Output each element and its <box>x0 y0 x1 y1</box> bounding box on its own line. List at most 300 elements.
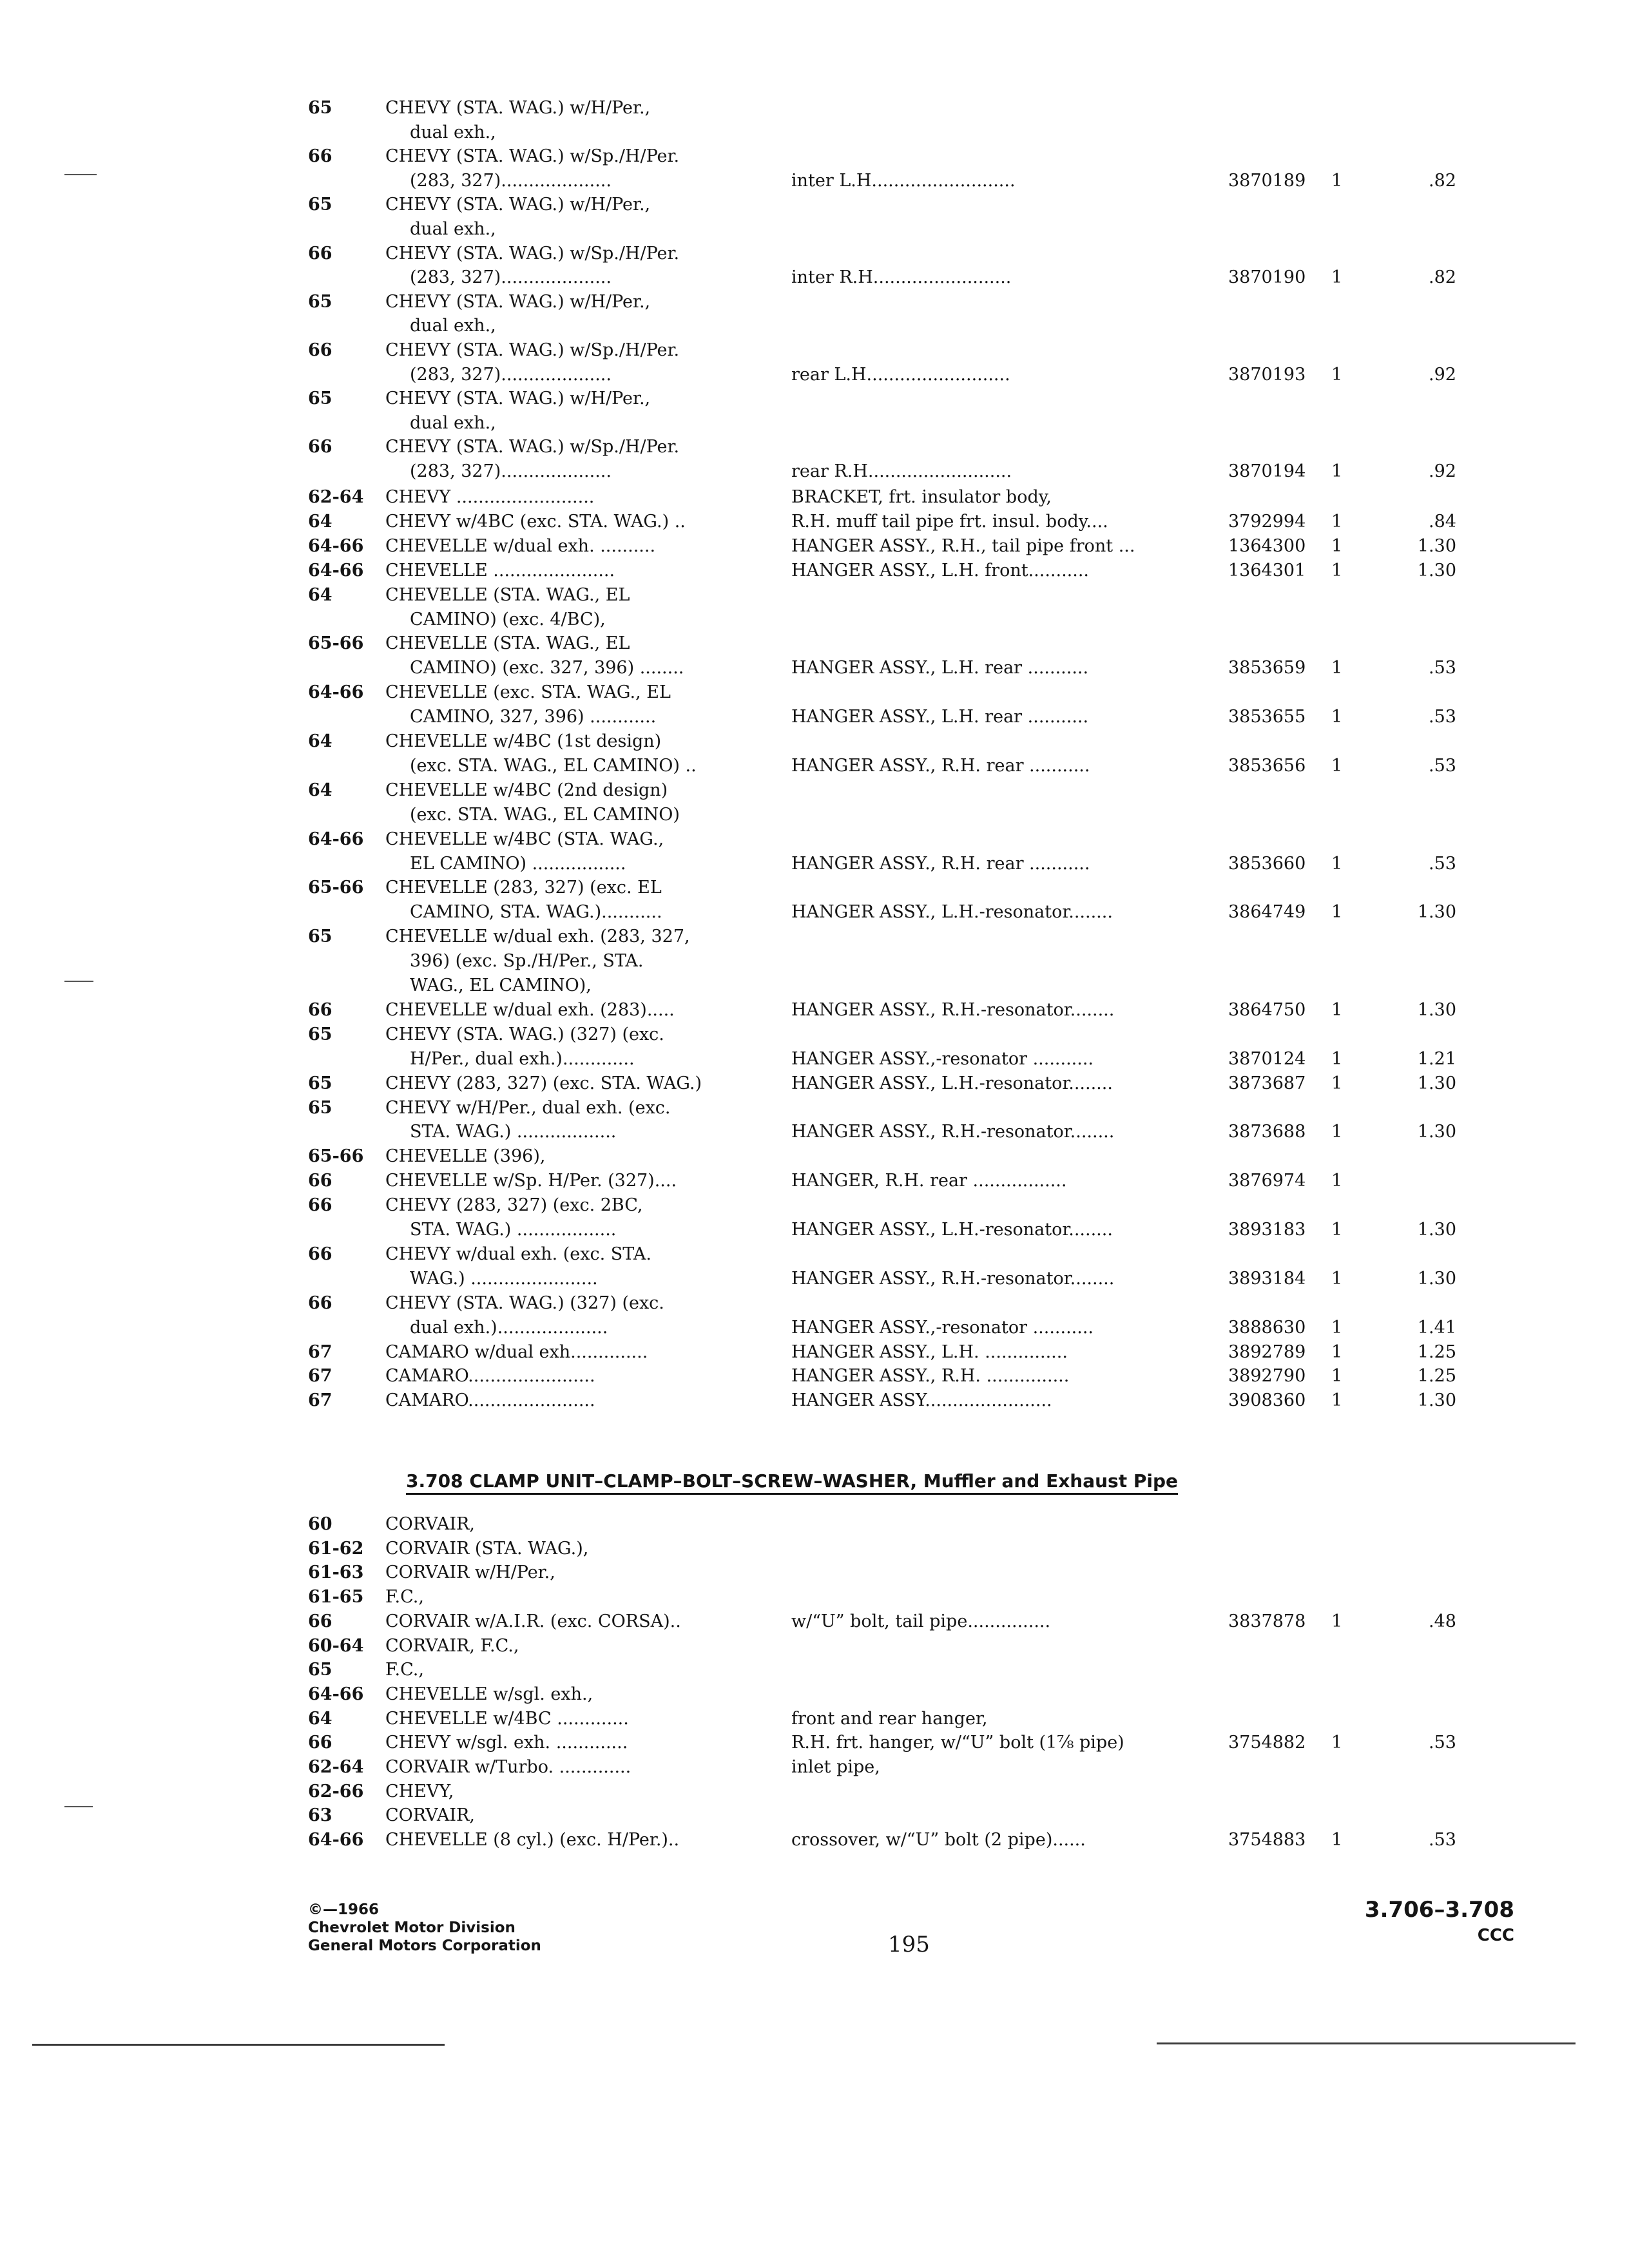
price: 1.30 <box>1417 1268 1456 1289</box>
catalog-row <box>0 97 1629 120</box>
price: 1.25 <box>1417 1366 1456 1387</box>
model-year: 60 <box>308 1514 333 1534</box>
scan-edge-line <box>32 2044 445 2046</box>
price: .53 <box>1429 755 1456 776</box>
model-description: dual exh., <box>410 316 496 336</box>
price: .53 <box>1429 1733 1456 1753</box>
quantity: 1 <box>1331 1830 1343 1850</box>
model-description: CHEVELLE (STA. WAG., EL <box>385 633 630 654</box>
margin-mark <box>64 981 93 982</box>
part-description: HANGER ASSY., R.H.-resonator........ <box>791 999 1115 1020</box>
part-number: 3754883 <box>1228 1830 1306 1850</box>
model-description: (283, 327).................... <box>410 267 612 288</box>
model-description: CHEVY (STA. WAG.) (327) (exc. <box>385 1024 664 1044</box>
model-year: 66 <box>308 243 333 264</box>
model-year: 62-64 <box>308 1757 364 1777</box>
model-description: (283, 327).................... <box>410 364 612 385</box>
part-description: HANGER ASSY., L.H. ............... <box>791 1341 1068 1362</box>
part-number: 3837878 <box>1228 1611 1306 1631</box>
quantity: 1 <box>1331 1733 1343 1753</box>
model-year: 66 <box>308 999 333 1020</box>
part-number: 3754882 <box>1228 1733 1306 1753</box>
model-description: CORVAIR, <box>385 1805 475 1826</box>
model-year: 61-65 <box>308 1587 364 1608</box>
catalog-row <box>0 559 1629 582</box>
price: 1.30 <box>1417 1073 1456 1093</box>
price: .53 <box>1429 1830 1456 1850</box>
catalog-row <box>0 1292 1629 1315</box>
model-year: 66 <box>308 1293 333 1313</box>
model-year: 64-66 <box>308 1684 364 1704</box>
catalog-row <box>0 974 1629 997</box>
quantity: 1 <box>1331 999 1343 1020</box>
catalog-row <box>0 339 1629 362</box>
model-description: WAG., EL CAMINO), <box>410 975 592 995</box>
model-year: 62-64 <box>308 487 364 507</box>
part-number: 3853655 <box>1228 707 1306 727</box>
part-description: inter L.H.......................... <box>791 170 1016 191</box>
catalog-row <box>0 657 1629 680</box>
part-number: 3853660 <box>1228 853 1306 874</box>
model-description: WAG.) ....................... <box>410 1268 598 1289</box>
part-number: 3888630 <box>1228 1317 1306 1338</box>
model-description: CAMINO) (exc. 4/BC), <box>410 609 606 629</box>
quantity: 1 <box>1331 1171 1343 1191</box>
publisher-block <box>308 1901 541 1955</box>
part-description: HANGER ASSY., R.H. ............... <box>791 1366 1070 1387</box>
model-year: 65 <box>308 195 333 215</box>
model-year: 65 <box>308 1024 333 1044</box>
model-description: CHEVY (STA. WAG.) w/Sp./H/Per. <box>385 437 680 457</box>
part-number: 1364300 <box>1228 535 1306 556</box>
price: 1.30 <box>1417 1390 1456 1411</box>
quantity: 1 <box>1331 1073 1343 1093</box>
model-description: F.C., <box>385 1660 424 1680</box>
quantity: 1 <box>1331 511 1343 532</box>
quantity: 1 <box>1331 1317 1343 1338</box>
part-description: crossover, w/“U” bolt (2 pipe)...... <box>791 1830 1086 1850</box>
part-description: HANGER ASSY., R.H. rear ........... <box>791 755 1090 776</box>
model-description: CAMINO) (exc. 327, 396) ........ <box>410 658 684 678</box>
model-description: CHEVELLE w/4BC (2nd design) <box>385 780 668 800</box>
model-description: CAMARO....................... <box>385 1366 595 1387</box>
part-description: inter R.H......................... <box>791 267 1012 288</box>
model-description: (exc. STA. WAG., EL CAMINO) <box>410 804 680 825</box>
catalog-row <box>0 1048 1629 1071</box>
model-description: dual exh., <box>410 122 496 142</box>
model-year: 64-66 <box>308 682 364 703</box>
model-description: STA. WAG.) .................. <box>410 1220 617 1240</box>
model-year: 67 <box>308 1390 333 1411</box>
part-description: R.H. frt. hanger, w/“U” bolt (1⅞ pipe) <box>791 1733 1124 1753</box>
model-description: CHEVELLE (396), <box>385 1146 546 1167</box>
catalog-row <box>0 121 1629 144</box>
price: 1.30 <box>1417 1122 1456 1142</box>
division-name: Chevrolet Motor Division <box>308 1919 516 1936</box>
catalog-row <box>0 1218 1629 1242</box>
part-number: 3870193 <box>1228 364 1306 385</box>
part-description: HANGER, R.H. rear ................. <box>791 1171 1067 1191</box>
quantity: 1 <box>1331 535 1343 556</box>
catalog-row <box>0 291 1629 314</box>
model-description: CAMARO....................... <box>385 1390 595 1411</box>
model-description: CHEVY (STA. WAG.) w/Sp./H/Per. <box>385 340 680 360</box>
model-description: CHEVELLE w/dual exh. (283)..... <box>385 999 675 1020</box>
part-description: HANGER ASSY.,-resonator ........... <box>791 1317 1094 1338</box>
model-year: 62-66 <box>308 1781 364 1802</box>
quantity: 1 <box>1331 902 1343 923</box>
catalog-row <box>0 169 1629 193</box>
catalog-row <box>0 1267 1629 1291</box>
model-year: 64 <box>308 584 333 605</box>
page-number: 195 <box>888 1932 930 1957</box>
catalog-row <box>0 1610 1629 1633</box>
catalog-row <box>0 193 1629 216</box>
part-number: 3892790 <box>1228 1366 1306 1387</box>
part-number: 3870189 <box>1228 170 1306 191</box>
model-description: CAMINO, 327, 396) ............ <box>410 707 657 727</box>
part-description: rear R.H.......................... <box>791 461 1012 481</box>
catalog-row <box>0 412 1629 435</box>
copyright: ©—1966 <box>308 1901 380 1918</box>
catalog-row <box>0 1586 1629 1609</box>
part-number: 3864750 <box>1228 999 1306 1020</box>
model-description: CHEVELLE w/4BC (1st design) <box>385 731 662 751</box>
quantity: 1 <box>1331 1220 1343 1240</box>
model-description: CORVAIR (STA. WAG.), <box>385 1538 589 1559</box>
margin-mark <box>64 174 97 175</box>
part-number: 3870190 <box>1228 267 1306 288</box>
model-year: 67 <box>308 1341 333 1362</box>
model-description: 396) (exc. Sp./H/Per., STA. <box>410 951 644 972</box>
price: 1.21 <box>1417 1048 1456 1069</box>
model-year: 65 <box>308 291 333 312</box>
model-year: 66 <box>308 1611 333 1631</box>
catalog-row <box>0 1780 1629 1803</box>
part-description: BRACKET, frt. insulator body, <box>791 487 1052 507</box>
part-description: HANGER ASSY.,-resonator ........... <box>791 1048 1094 1069</box>
model-year: 65 <box>308 1660 333 1680</box>
catalog-row <box>0 1023 1629 1046</box>
catalog-code: CCC <box>1477 1926 1514 1945</box>
part-number: 3876974 <box>1228 1171 1306 1191</box>
model-description: CORVAIR, <box>385 1514 475 1534</box>
quantity: 1 <box>1331 1122 1343 1142</box>
price: .53 <box>1429 853 1456 874</box>
catalog-row <box>0 803 1629 827</box>
part-number: 3853659 <box>1228 658 1306 678</box>
model-description: CHEVELLE w/dual exh. (283, 327, <box>385 927 690 947</box>
model-year: 66 <box>308 437 333 457</box>
catalog-row <box>0 1756 1629 1779</box>
catalog-row <box>0 852 1629 876</box>
model-description: CHEVY w/sgl. exh. ............. <box>385 1733 628 1753</box>
quantity: 1 <box>1331 1366 1343 1387</box>
model-description: CHEVY, <box>385 1781 454 1802</box>
model-description: (283, 327).................... <box>410 461 612 481</box>
catalog-row <box>0 999 1629 1022</box>
part-description: rear L.H.......................... <box>791 364 1010 385</box>
catalog-row <box>0 1513 1629 1536</box>
model-year: 65-66 <box>308 878 364 898</box>
part-description: HANGER ASSY., L.H. rear ........... <box>791 707 1089 727</box>
catalog-row <box>0 387 1629 410</box>
model-description: CHEVY (STA. WAG.) w/Sp./H/Per. <box>385 146 680 167</box>
catalog-row <box>0 925 1629 948</box>
part-number: 1364301 <box>1228 560 1306 581</box>
part-number: 3893184 <box>1228 1268 1306 1289</box>
model-description: (283, 327).................... <box>410 170 612 191</box>
part-description: HANGER ASSY., L.H.-resonator........ <box>791 1073 1113 1093</box>
catalog-row <box>0 1829 1629 1852</box>
catalog-row <box>0 460 1629 483</box>
model-description: H/Per., dual exh.)............. <box>410 1048 635 1069</box>
model-description: CHEVELLE w/Sp. H/Per. (327).... <box>385 1171 677 1191</box>
part-description: HANGER ASSY., L.H. front........... <box>791 560 1089 581</box>
price: 1.30 <box>1417 999 1456 1020</box>
catalog-row <box>0 314 1629 338</box>
catalog-row <box>0 1635 1629 1658</box>
model-description: CAMARO w/dual exh.............. <box>385 1341 648 1362</box>
model-description: CHEVY (STA. WAG.) w/H/Per., <box>385 195 651 215</box>
model-description: CHEVY w/H/Per., dual exh. (exc. <box>385 1097 671 1118</box>
catalog-row <box>0 1365 1629 1388</box>
model-description: dual exh., <box>410 219 496 239</box>
model-year: 65-66 <box>308 633 364 654</box>
model-description: CHEVELLE w/sgl. exh., <box>385 1684 593 1704</box>
price: 1.30 <box>1417 560 1456 581</box>
part-number: 3873688 <box>1228 1122 1306 1142</box>
model-year: 64 <box>308 780 333 800</box>
quantity: 1 <box>1331 658 1343 678</box>
part-description: front and rear hanger, <box>791 1708 988 1729</box>
price: .53 <box>1429 707 1456 727</box>
catalog-row <box>0 779 1629 802</box>
quantity: 1 <box>1331 1268 1343 1289</box>
part-description: HANGER ASSY., L.H.-resonator........ <box>791 1220 1113 1240</box>
model-description: CHEVELLE (8 cyl.) (exc. H/Per.).. <box>385 1830 680 1850</box>
section-heading: 3.708 CLAMP UNIT–CLAMP–BOLT–SCREW–WASHER, Muffler and Exhaust Pipe <box>406 1470 1178 1495</box>
part-number: 3870194 <box>1228 461 1306 481</box>
model-year: 64-66 <box>308 1830 364 1850</box>
catalog-row <box>0 363 1629 387</box>
price: .53 <box>1429 658 1456 678</box>
model-year: 66 <box>308 146 333 167</box>
catalog-row <box>0 632 1629 655</box>
catalog-row <box>0 901 1629 924</box>
catalog-row <box>0 1097 1629 1120</box>
catalog-row <box>0 1707 1629 1731</box>
catalog-row <box>0 1731 1629 1754</box>
catalog-row <box>0 486 1629 509</box>
model-description: STA. WAG.) .................. <box>410 1122 617 1142</box>
model-year: 65 <box>308 1073 333 1093</box>
model-description: CHEVELLE (exc. STA. WAG., EL <box>385 682 671 703</box>
catalog-row <box>0 1316 1629 1340</box>
part-number: 3864749 <box>1228 902 1306 923</box>
catalog-row <box>0 1561 1629 1584</box>
part-number: 3873687 <box>1228 1073 1306 1093</box>
model-description: CORVAIR w/H/Per., <box>385 1562 555 1583</box>
model-description: CHEVY (STA. WAG.) (327) (exc. <box>385 1293 664 1313</box>
model-description: CHEVY (STA. WAG.) w/H/Per., <box>385 291 651 312</box>
model-year: 66 <box>308 1195 333 1216</box>
price: 1.25 <box>1417 1341 1456 1362</box>
section-reference <box>1353 1896 1514 1947</box>
catalog-row <box>0 754 1629 778</box>
catalog-row <box>0 1804 1629 1827</box>
part-description: HANGER ASSY., R.H., tail pipe front ... <box>791 535 1135 556</box>
part-description: HANGER ASSY., L.H.-resonator........ <box>791 902 1113 923</box>
model-description: CHEVY ......................... <box>385 487 595 507</box>
model-year: 66 <box>308 1244 333 1264</box>
model-description: (exc. STA. WAG., EL CAMINO) .. <box>410 755 697 776</box>
price: 1.30 <box>1417 1220 1456 1240</box>
catalog-row <box>0 145 1629 168</box>
catalog-row <box>0 1120 1629 1144</box>
catalog-row <box>0 828 1629 851</box>
model-year: 61-63 <box>308 1562 364 1583</box>
model-description: dual exh.).................... <box>410 1317 608 1338</box>
part-description: inlet pipe, <box>791 1757 880 1777</box>
catalog-row <box>0 730 1629 753</box>
model-description: CHEVELLE (STA. WAG., EL <box>385 584 630 605</box>
model-year: 66 <box>308 1733 333 1753</box>
model-year: 65-66 <box>308 1146 364 1167</box>
model-description: CHEVY (STA. WAG.) w/Sp./H/Per. <box>385 243 680 264</box>
part-description: R.H. muff tail pipe frt. insul. body.... <box>791 511 1108 532</box>
part-description: HANGER ASSY., L.H. rear ........... <box>791 658 1089 678</box>
margin-mark <box>64 1806 93 1807</box>
model-description: EL CAMINO) ................. <box>410 853 626 874</box>
price: .92 <box>1429 364 1456 385</box>
model-year: 61-62 <box>308 1538 364 1559</box>
catalog-row <box>0 510 1629 533</box>
part-number: 3792994 <box>1228 511 1306 532</box>
catalog-row <box>0 1169 1629 1193</box>
price: .82 <box>1429 267 1456 288</box>
quantity: 1 <box>1331 1048 1343 1069</box>
price: 1.30 <box>1417 902 1456 923</box>
quantity: 1 <box>1331 1611 1343 1631</box>
catalog-row <box>0 681 1629 704</box>
quantity: 1 <box>1331 755 1343 776</box>
part-description: HANGER ASSY., R.H.-resonator........ <box>791 1268 1115 1289</box>
catalog-row <box>0 1537 1629 1561</box>
part-number: 3870124 <box>1228 1048 1306 1069</box>
catalog-row <box>0 266 1629 289</box>
price: 1.30 <box>1417 535 1456 556</box>
catalog-row <box>0 950 1629 973</box>
catalog-row <box>0 535 1629 558</box>
part-number: 3892789 <box>1228 1341 1306 1362</box>
part-description: HANGER ASSY., R.H. rear ........... <box>791 853 1090 874</box>
model-year: 66 <box>308 340 333 360</box>
part-number: 3893183 <box>1228 1220 1306 1240</box>
catalog-row <box>0 876 1629 899</box>
quantity: 1 <box>1331 170 1343 191</box>
model-description: CHEVELLE ...................... <box>385 560 615 581</box>
model-year: 64-66 <box>308 829 364 849</box>
model-year: 63 <box>308 1805 333 1826</box>
model-description: dual exh., <box>410 412 496 433</box>
catalog-row <box>0 1341 1629 1364</box>
model-description: F.C., <box>385 1587 424 1608</box>
price: .84 <box>1429 511 1456 532</box>
part-number: 3853656 <box>1228 755 1306 776</box>
part-number: 3908360 <box>1228 1390 1306 1411</box>
catalog-row <box>0 436 1629 459</box>
model-year: 64 <box>308 1708 333 1729</box>
catalog-row <box>0 1389 1629 1412</box>
model-description: CHEVY w/4BC (exc. STA. WAG.) .. <box>385 511 686 532</box>
quantity: 1 <box>1331 1390 1343 1411</box>
part-description: HANGER ASSY....................... <box>791 1390 1052 1411</box>
part-description: HANGER ASSY., R.H.-resonator........ <box>791 1122 1115 1142</box>
quantity: 1 <box>1331 560 1343 581</box>
model-year: 66 <box>308 1171 333 1191</box>
model-year: 60-64 <box>308 1635 364 1656</box>
section-range: 3.706–3.708 <box>1364 1897 1514 1923</box>
model-year: 65 <box>308 98 333 118</box>
price: .82 <box>1429 170 1456 191</box>
catalog-row <box>0 1145 1629 1168</box>
model-description: CHEVY (283, 327) (exc. 2BC, <box>385 1195 643 1216</box>
model-description: CHEVY (STA. WAG.) w/H/Per., <box>385 389 651 409</box>
model-description: CHEVELLE (283, 327) (exc. EL <box>385 878 662 898</box>
quantity: 1 <box>1331 461 1343 481</box>
price: .92 <box>1429 461 1456 481</box>
catalog-row <box>0 1194 1629 1217</box>
quantity: 1 <box>1331 1341 1343 1362</box>
model-description: CORVAIR w/A.I.R. (exc. CORSA).. <box>385 1611 681 1631</box>
price: 1.41 <box>1417 1317 1456 1338</box>
model-year: 65 <box>308 1097 333 1118</box>
model-description: CHEVY (STA. WAG.) w/H/Per., <box>385 98 651 118</box>
model-year: 65 <box>308 389 333 409</box>
catalog-row <box>0 706 1629 729</box>
model-year: 67 <box>308 1366 333 1387</box>
model-year: 64-66 <box>308 560 364 581</box>
quantity: 1 <box>1331 853 1343 874</box>
catalog-row <box>0 608 1629 631</box>
model-year: 64-66 <box>308 535 364 556</box>
scan-edge-line <box>1157 2042 1576 2044</box>
catalog-row <box>0 1243 1629 1266</box>
model-year: 64 <box>308 731 333 751</box>
model-description: CHEVELLE w/dual exh. .......... <box>385 535 656 556</box>
corporation-name: General Motors Corporation <box>308 1937 541 1954</box>
model-description: CHEVELLE w/4BC ............. <box>385 1708 629 1729</box>
catalog-row <box>0 218 1629 241</box>
model-year: 64 <box>308 511 333 532</box>
catalog-row <box>0 242 1629 265</box>
catalog-row <box>0 1658 1629 1682</box>
catalog-row <box>0 584 1629 607</box>
model-description: CORVAIR w/Turbo. ............. <box>385 1757 631 1777</box>
part-description: w/“U” bolt, tail pipe............... <box>791 1611 1051 1631</box>
model-description: CORVAIR, F.C., <box>385 1635 519 1656</box>
model-year: 65 <box>308 927 333 947</box>
model-description: CHEVY (283, 327) (exc. STA. WAG.) <box>385 1073 702 1093</box>
quantity: 1 <box>1331 267 1343 288</box>
model-description: CHEVELLE w/4BC (STA. WAG., <box>385 829 664 849</box>
catalog-row <box>0 1072 1629 1095</box>
quantity: 1 <box>1331 364 1343 385</box>
model-description: CHEVY w/dual exh. (exc. STA. <box>385 1244 651 1264</box>
model-description: CAMINO, STA. WAG.)........... <box>410 902 662 923</box>
price: .48 <box>1429 1611 1456 1631</box>
